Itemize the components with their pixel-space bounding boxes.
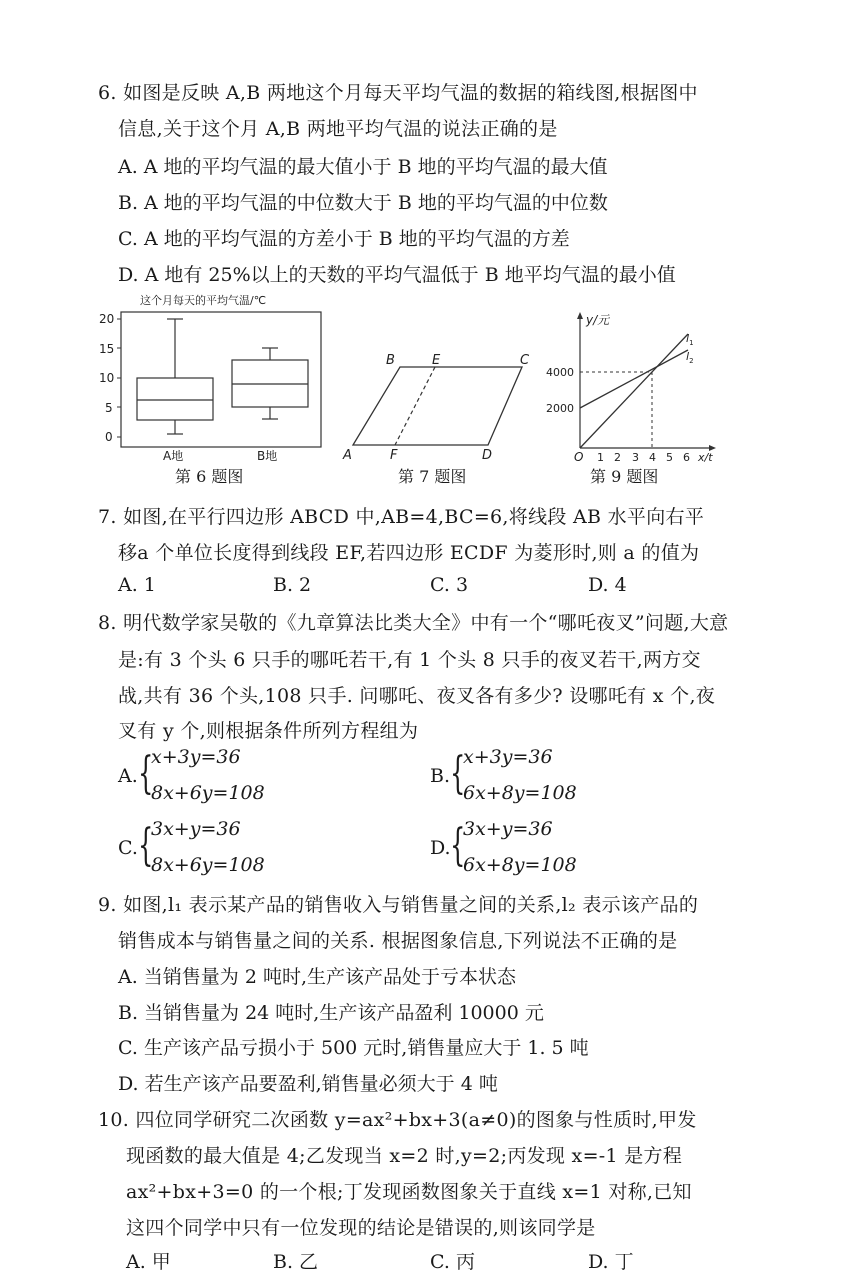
q6-option-c: C. A 地的平均气温的方差小于 B 地的平均气温的方差 (118, 228, 570, 250)
q8-option-d-label: D. (430, 837, 451, 859)
fig6-category-a: A地 (163, 449, 184, 463)
q8-option-d-brace: { (450, 820, 466, 871)
q6-stem-line1: 6. 如图是反映 A,B 两地这个月每天平均气温的数据的箱线图,根据图中 (98, 82, 698, 104)
q8-option-c-eq1: 3x+y=36 (151, 818, 241, 840)
q9-option-d: D. 若生产该产品要盈利,销售量必须大于 4 吨 (118, 1073, 498, 1095)
fig9-origin: O (574, 450, 584, 464)
fig9-ytick-4000: 4000 (546, 366, 574, 379)
fig7-label-c: C (520, 353, 530, 368)
svg-text:l2 (686, 350, 694, 365)
fig9-label-l1-sub: 1 (689, 339, 694, 347)
q10-stem-line4: 这四个同学中只有一位发现的结论是错误的,则该同学是 (126, 1217, 596, 1239)
q7-option-a: A. 1 (118, 574, 156, 596)
q8-option-a-eq1: x+3y=36 (151, 746, 241, 768)
q7-option-c: C. 3 (430, 574, 469, 596)
q10-stem-line3: ax²+bx+3=0 的一个根;丁发现函数图象关于直线 x=1 对称,已知 (126, 1181, 692, 1203)
fig6-boxplot (85, 290, 335, 465)
q8-option-b-label: B. (430, 765, 451, 787)
q8-option-b-eq2: 6x+8y=108 (463, 782, 577, 804)
q9-option-a: A. 当销售量为 2 吨时,生产该产品处于亏本状态 (118, 966, 517, 988)
fig6-ytick-10: 10 (99, 371, 115, 385)
q10-option-a: A. 甲 (126, 1251, 171, 1273)
fig9-xtick-4: 4 (649, 451, 656, 464)
q8-option-a-brace: { (138, 748, 154, 799)
fig9-xtick-6: 6 (683, 451, 690, 464)
fig7-label-f: F (390, 448, 398, 463)
fig7-caption: 第 7 题图 (398, 467, 467, 486)
q10-stem-line2: 现函数的最大值是 4;乙发现当 x=2 时,y=2;丙发现 x=-1 是方程 (126, 1145, 683, 1167)
q7-option-d: D. 4 (588, 574, 627, 596)
q8-option-c-brace: { (138, 820, 154, 871)
q6-stem-line2: 信息,关于这个月 A,B 两地平均气温的说法正确的是 (118, 118, 558, 140)
q7-option-b: B. 2 (273, 574, 312, 596)
fig9-line-l2 (580, 350, 688, 408)
q9-stem-line1: 9. 如图,l₁ 表示某产品的销售收入与销售量之间的关系,l₂ 表示该产品的 (98, 894, 699, 916)
fig9-label-l1: l (686, 332, 690, 345)
q6-option-a: A. A 地的平均气温的最大值小于 B 地的平均气温的最大值 (118, 156, 608, 178)
q8-option-c-label: C. (118, 837, 138, 859)
q8-option-b-brace: { (450, 748, 466, 799)
q8-option-d-eq2: 6x+8y=108 (463, 854, 577, 876)
q8-stem-line1: 8. 明代数学家吴敬的《九章算法比类大全》中有一个“哪吒夜叉”问题,大意 (98, 612, 729, 634)
fig9-line-l1 (580, 334, 688, 448)
svg-text:l1 (686, 332, 694, 347)
q8-stem-line2: 是:有 3 个头 6 只手的哪吒若干,有 1 个头 8 只手的夜叉若干,两方交 (118, 649, 701, 671)
fig9-ytick-2000: 2000 (546, 402, 574, 415)
fig6-box-a (137, 319, 213, 434)
q9-option-b: B. 当销售量为 24 吨时,生产该产品盈利 10000 元 (118, 1002, 544, 1024)
fig9-label-l2: l (686, 350, 690, 363)
fig6-box-b (232, 348, 308, 419)
q9-stem-line2: 销售成本与销售量之间的关系. 根据图象信息,下列说法不正确的是 (118, 930, 678, 952)
fig7-label-d: D (482, 448, 493, 463)
fig9-xtick-1: 1 (597, 451, 604, 464)
fig6-ytick-15: 15 (99, 342, 115, 356)
fig9-line-graph (540, 308, 720, 466)
fig6-caption: 第 6 题图 (175, 467, 244, 486)
q7-stem-line1: 7. 如图,在平行四边形 ABCD 中,AB=4,BC=6,将线段 AB 水平向右平 (98, 506, 705, 528)
q10-stem-line1: 10. 四位同学研究二次函数 y=ax²+bx+3(a≠0)的图象与性质时,甲发 (98, 1109, 697, 1131)
fig9-label-l2-sub: 2 (689, 357, 694, 365)
fig9-xlabel: x/t (698, 451, 713, 464)
q8-option-c-eq2: 8x+6y=108 (151, 854, 265, 876)
fig7-label-b: B (386, 353, 395, 368)
fig9-caption: 第 9 题图 (590, 467, 659, 486)
fig7-label-a: A (343, 448, 352, 463)
q8-option-b-eq1: x+3y=36 (463, 746, 553, 768)
fig7-label-e: E (432, 353, 441, 368)
q8-option-a-label: A. (118, 765, 138, 787)
q10-option-d: D. 丁 (588, 1251, 634, 1273)
q7-stem-line2: 移a 个单位长度得到线段 EF,若四边形 ECDF 为菱形时,则 a 的值为 (118, 542, 700, 564)
fig7-parallelogram (340, 345, 540, 465)
fig9-xtick-3: 3 (632, 451, 639, 464)
q6-option-d: D. A 地有 25%以上的天数的平均气温低于 B 地平均气温的最小值 (118, 264, 676, 286)
fig9-ylabel: y/元 (586, 313, 610, 327)
q10-option-c: C. 丙 (430, 1251, 475, 1273)
fig9-xtick-2: 2 (614, 451, 621, 464)
q10-option-b: B. 乙 (273, 1251, 319, 1273)
q8-option-d-eq1: 3x+y=36 (463, 818, 553, 840)
q9-option-c: C. 生产该产品亏损小于 500 元时,销售量应大于 1. 5 吨 (118, 1037, 589, 1059)
fig6-ytick-20: 20 (99, 312, 115, 326)
fig6-ytick-5: 5 (105, 401, 113, 415)
q8-stem-line3: 战,共有 36 个头,108 只手. 问哪吒、夜叉各有多少? 设哪吒有 x 个,夜 (118, 685, 716, 707)
q6-option-b: B. A 地的平均气温的中位数大于 B 地的平均气温的中位数 (118, 192, 608, 214)
q8-stem-line4: 叉有 y 个,则根据条件所列方程组为 (118, 720, 419, 742)
fig6-title: 这个月每天的平均气温/℃ (140, 294, 267, 307)
fig6-ytick-0: 0 (105, 430, 113, 444)
q8-option-a-eq2: 8x+6y=108 (151, 782, 265, 804)
fig6-category-b: B地 (257, 449, 278, 463)
fig9-xtick-5: 5 (666, 451, 673, 464)
